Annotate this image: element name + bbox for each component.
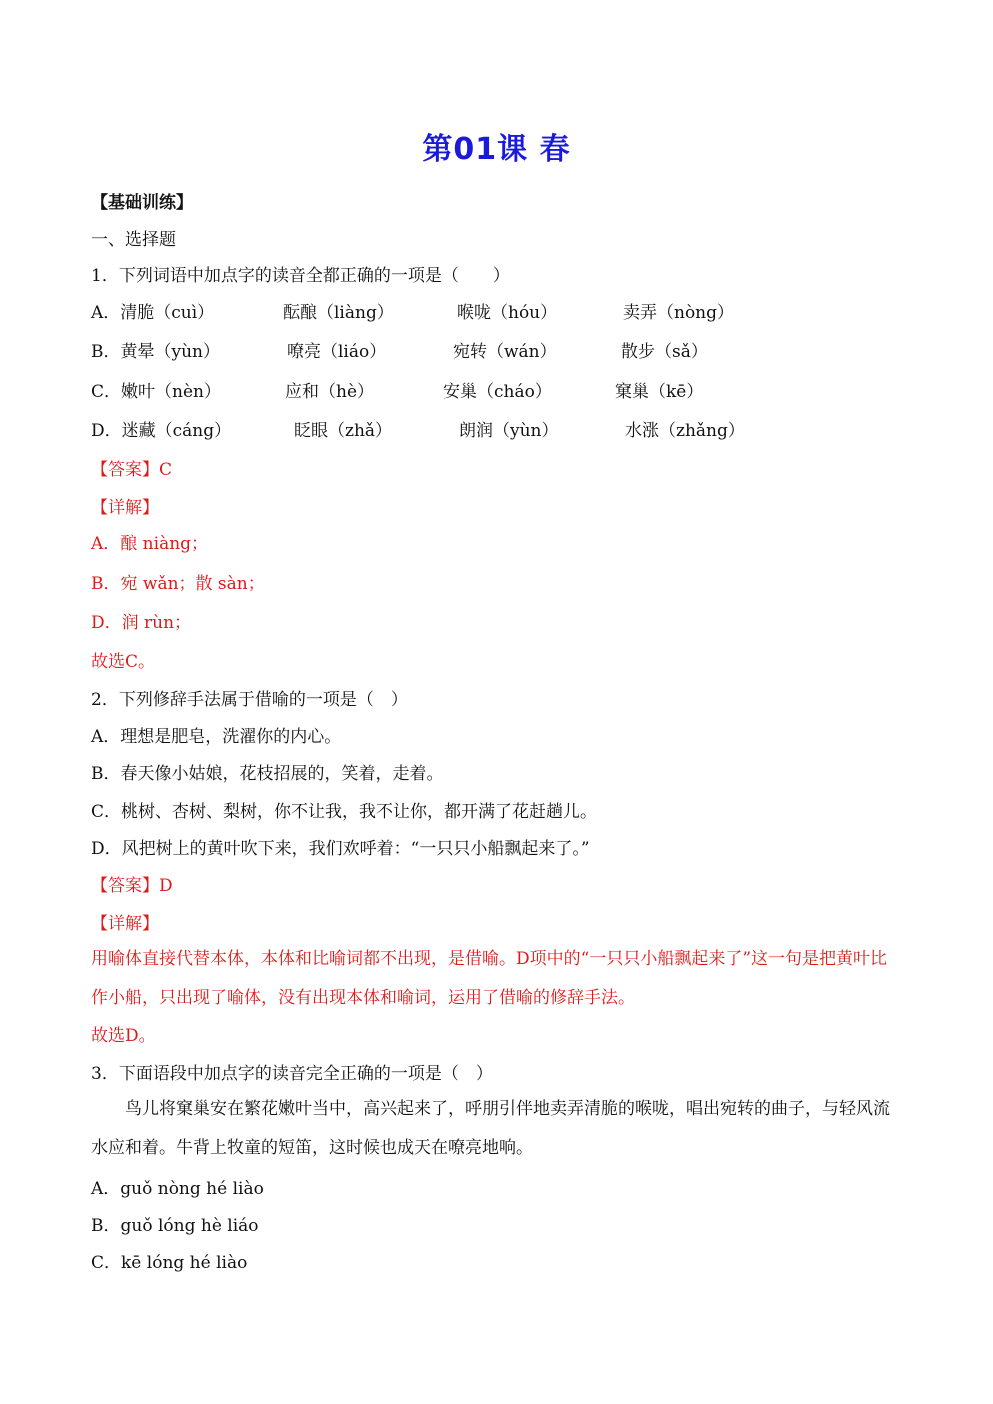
page-title: 第01课 春 xyxy=(422,132,571,167)
q3-stem: 3．下面语段中加点字的读音完全正确的一项是（ ） xyxy=(91,1064,493,1084)
q1-conclusion: 故选C。 xyxy=(91,652,156,672)
q2-explain-label: 【详解】 xyxy=(91,914,159,934)
q1-b-item-4: 散步（sǎ） xyxy=(621,342,708,362)
q1-explain-a: A．酿 niàng； xyxy=(91,534,209,554)
q1-c-item-1: C．嫩叶（nèn） xyxy=(91,382,221,402)
section-type: 一、选择题 xyxy=(91,230,176,250)
q2-option-b: B．春天像小姑娘，花枝招展的，笑着，走着。 xyxy=(91,764,444,784)
q2-answer: 【答案】D xyxy=(91,876,173,896)
q1-stem: 1．下列词语中加点字的读音全都正确的一项是（ ） xyxy=(91,266,510,286)
q2-explain-text: 用喻体直接代替本体，本体和比喻词都不出现，是借喻。D项中的“一只只小船飘起来了”这一句是把黄叶比作小船，只出现了喻体，没有出现本体和喻词，运用了借喻的修辞手法。 xyxy=(91,949,888,1008)
section-label: 【基础训练】 xyxy=(91,193,193,213)
q1-a-item-2: 酝酿（liàng） xyxy=(283,303,394,323)
q1-c-item-2: 应和（hè） xyxy=(285,382,375,402)
q3-option-c: C．kē lóng hé liào xyxy=(91,1253,248,1273)
q1-d-item-2: 眨眼（zhǎ） xyxy=(294,421,393,441)
q1-answer: 【答案】C xyxy=(91,460,173,480)
q1-explain-d: D．润 rùn； xyxy=(91,613,192,633)
q1-c-item-4: 窠巢（kē） xyxy=(615,382,704,402)
q3-option-b: B．guǒ lóng hè liáo xyxy=(91,1216,259,1236)
q3-option-a: A．guǒ nòng hé liào xyxy=(91,1179,264,1199)
q1-b-item-3: 宛转（wán） xyxy=(453,342,557,362)
q1-d-item-3: 朗润（yùn） xyxy=(459,421,559,441)
q1-d-item-1: D．迷藏（cáng） xyxy=(91,421,232,441)
q1-b-item-1: B．黄晕（yùn） xyxy=(91,342,220,362)
q2-stem: 2．下列修辞手法属于借喻的一项是（ ） xyxy=(91,690,408,710)
q1-d-item-4: 水涨（zhǎng） xyxy=(625,421,745,441)
q1-a-item-1: A．清脆（cuì） xyxy=(91,303,215,323)
q1-b-item-2: 嘹亮（liáo） xyxy=(287,342,387,362)
q2-option-d: D．风把树上的黄叶吹下来，我们欢呼着：“一只只小船飘起来了。” xyxy=(91,839,590,859)
q1-c-item-3: 安巢（cháo） xyxy=(443,382,552,402)
q2-conclusion: 故选D。 xyxy=(91,1026,156,1046)
q1-explain-b: B．宛 wǎn；散 sàn； xyxy=(91,574,265,594)
q3-passage: 鸟儿将窠巢安在繁花嫩叶当中，高兴起来了，呼朋引伴地卖弄清脆的喉咙，唱出宛转的曲子，与轻风流水应和着。牛背上牧童的短笛，这时候也成天在嘹亮地响。 xyxy=(91,1099,890,1158)
q1-a-item-4: 卖弄（nòng） xyxy=(623,303,735,323)
q1-a-item-3: 喉咙（hóu） xyxy=(457,303,558,323)
q1-explain-label: 【详解】 xyxy=(91,498,159,518)
q2-option-c: C．桃树、杏树、梨树，你不让我，我不让你，都开满了花赶趟儿。 xyxy=(91,802,598,822)
q2-option-a: A．理想是肥皂，洗濯你的内心。 xyxy=(91,727,342,747)
